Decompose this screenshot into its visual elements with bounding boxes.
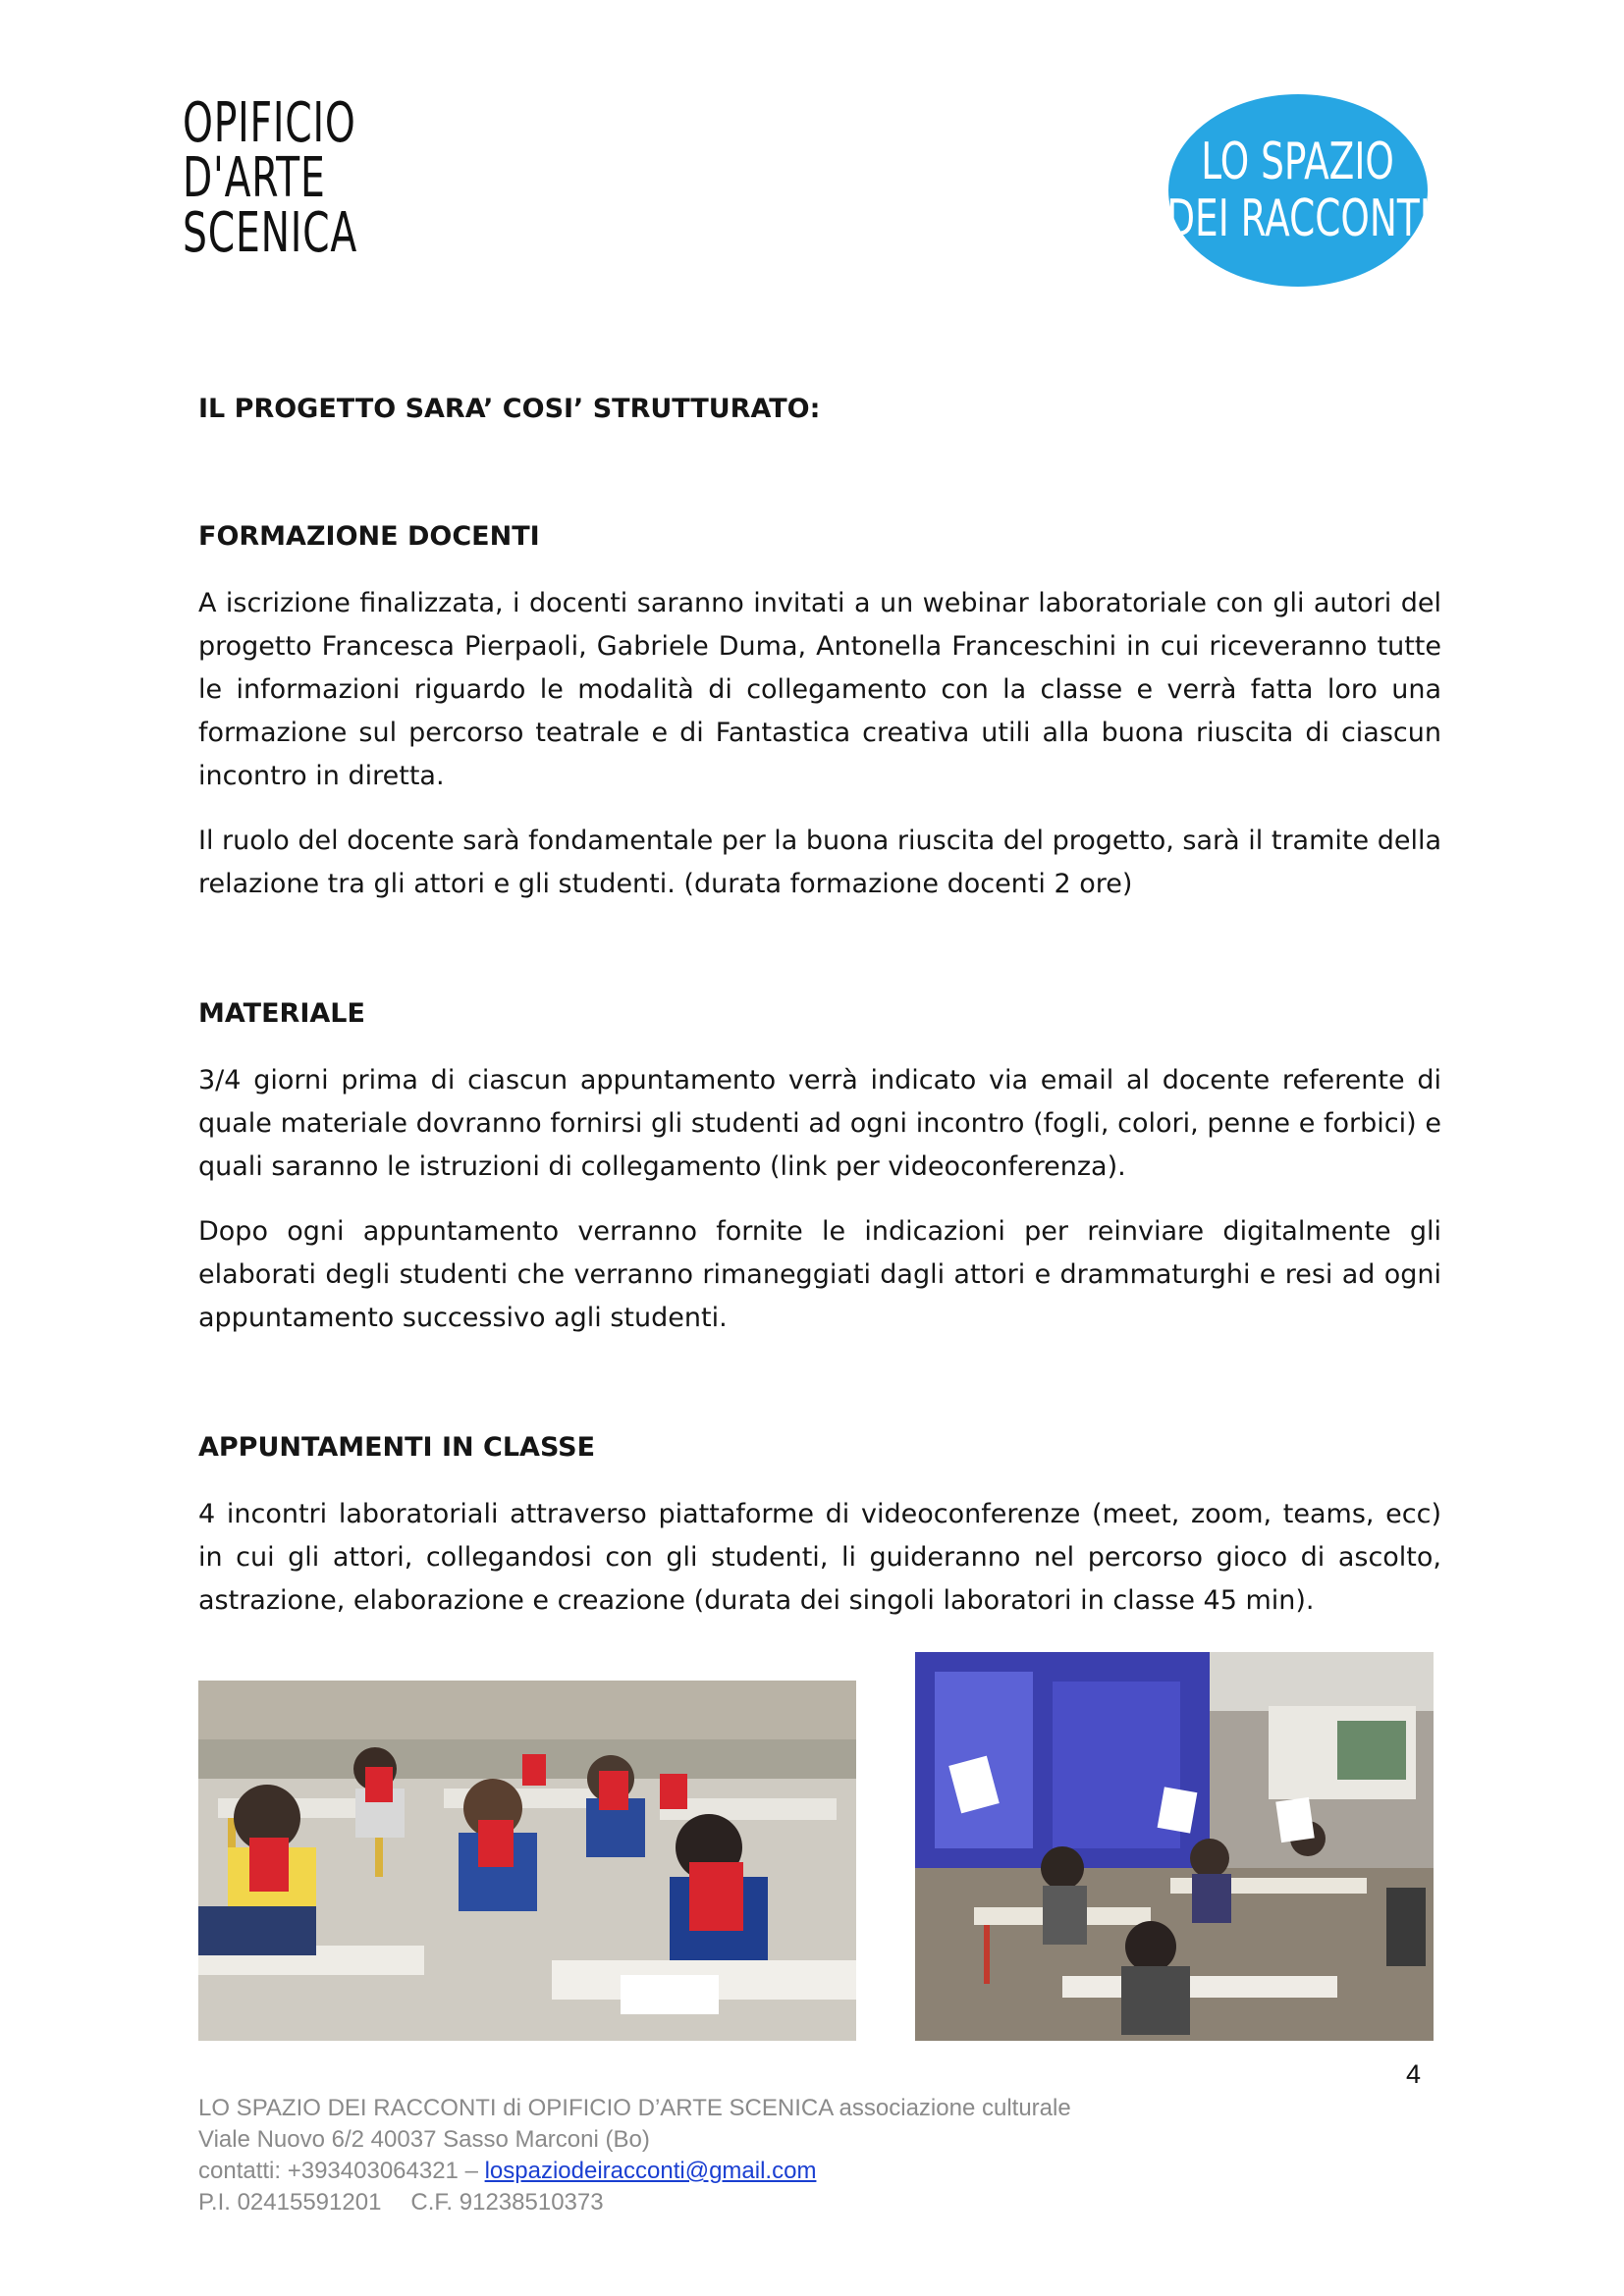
page-title: IL PROGETTO SARA’ COSI’ STRUTTURATO: bbox=[198, 394, 821, 424]
section-heading-materiale: MATERIALE bbox=[198, 998, 365, 1029]
lo-spazio-logo bbox=[1165, 94, 1431, 287]
section-heading-formazione: FORMAZIONE DOCENTI bbox=[198, 521, 540, 552]
page-number: 4 bbox=[1406, 2059, 1422, 2089]
classroom-photo-books bbox=[198, 1681, 856, 2041]
paragraph: 3/4 giorni prima di ciascun appuntamento verrà indicato via email al docente referente di quale materiale dovranno fornirsi gli studenti ad ogni incontro (fogli, colori, penne e forbici) e quali saranno le istruzioni di collegamento (link per videoconferenza). bbox=[198, 1065, 1441, 1182]
opificio-logo bbox=[183, 91, 357, 265]
footer-organization: LO SPAZIO DEI RACCONTI di OPIFICIO D’ARTE SCENICA associazione culturale bbox=[198, 2095, 1071, 2121]
logo-left-line-1: OPIFICIO bbox=[183, 91, 356, 155]
footer-pi: P.I. 02415591201 bbox=[198, 2189, 382, 2216]
classroom-photo-videoconference bbox=[915, 1652, 1434, 2041]
footer-tax-ids bbox=[198, 2187, 1071, 2218]
paragraph: Il ruolo del docente sarà fondamentale per la buona riuscita del progetto, sarà il tramite della relazione tra gli attori e gli studenti. (durata formazione docenti 2 ore) bbox=[198, 826, 1441, 899]
footer-contacts bbox=[198, 2156, 1071, 2187]
footer-phone: contatti: +393403064321 – bbox=[198, 2158, 485, 2184]
logo-right-line-2: DEI RACCONTI bbox=[1165, 189, 1431, 248]
paragraph: A iscrizione finalizzata, i docenti saranno invitati a un webinar laboratoriale con gli autori del progetto Francesca Pierpaoli, Gabriele Duma, Antonella Franceschini in cui riceveranno tutte le informazioni riguardo le modalità di collegamento con la classe e verrà fatta loro una formazione sul percorso teatrale e di Fantastica creativa utili alla buona riuscita di ciascun incontro in diretta. bbox=[198, 588, 1441, 791]
section-heading-appuntamenti: APPUNTAMENTI IN CLASSE bbox=[198, 1432, 596, 1463]
logo-left-line-3: SCENICA bbox=[183, 201, 357, 265]
paragraph: Dopo ogni appuntamento verranno fornite le indicazioni per reinviare digitalmente gli elaborati degli studenti che verranno rimaneggiati dagli attori e drammaturghi e resi ad ogni appuntamento successivo agli studenti. bbox=[198, 1216, 1441, 1333]
logo-left-line-2: D'ARTE bbox=[183, 146, 326, 210]
paragraph: 4 incontri laboratoriali attraverso piattaforme di videoconferenze (meet, zoom, teams, ecc) in cui gli attori, collegandosi con gli studenti, li guideranno nel percorso gioco di ascolto, astrazione, elaborazione e creazione (durata dei singoli laboratori in classe 45 min). bbox=[198, 1499, 1441, 1616]
footer-cf: C.F. 91238510373 bbox=[410, 2189, 604, 2216]
footer bbox=[198, 2093, 1071, 2218]
email-link[interactable]: lospaziodeiracconti@gmail.com bbox=[484, 2158, 817, 2184]
footer-address: Viale Nuovo 6/2 40037 Sasso Marconi (Bo) bbox=[198, 2126, 650, 2153]
logo-right-line-1: LO SPAZIO bbox=[1201, 133, 1395, 191]
document-body bbox=[198, 388, 1441, 1623]
